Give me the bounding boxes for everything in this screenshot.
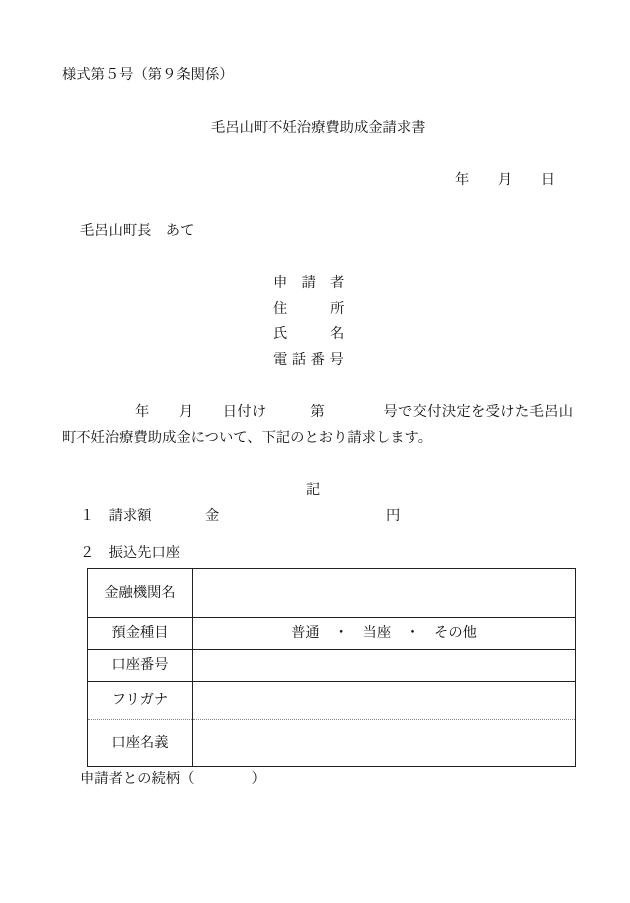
claim-amount-label: １ 請求額 (80, 508, 152, 524)
applicant-name-label: 氏 名 (273, 326, 345, 342)
account-holder-label: 口座名義 (88, 720, 193, 767)
account-holder-field (193, 720, 576, 767)
furigana-label: フリガナ (88, 682, 193, 720)
document-title: 毛呂山町不妊治療費助成金請求書 (211, 120, 426, 136)
date-line: 年 月 日 (455, 172, 556, 188)
relationship-to-applicant: 申請者との続柄（ ） (80, 771, 266, 787)
bank-name-field (193, 569, 576, 618)
addressee: 毛呂山町長 あて (80, 223, 195, 239)
table-row (88, 618, 576, 650)
applicant-heading: 申 請 者 (273, 275, 345, 291)
table-row (88, 720, 576, 767)
applicant-address-label: 住 所 (273, 301, 345, 317)
form-number: 様式第５号（第９条関係） (62, 67, 234, 83)
bank-account-heading: ２ 振込先口座 (80, 545, 181, 561)
table-row (88, 650, 576, 682)
account-number-field (193, 650, 576, 682)
record-heading: 記 (306, 482, 321, 498)
claim-amount-prefix: 金 (205, 508, 220, 524)
furigana-field (193, 682, 576, 720)
account-type-options: 普通 ・ 当座 ・ その他 (193, 618, 576, 650)
account-type-label: 預金種目 (88, 618, 193, 650)
bank-account-table (87, 568, 576, 767)
claim-amount-unit: 円 (386, 508, 401, 524)
table-row (88, 682, 576, 720)
bank-name-label: 金融機関名 (88, 569, 193, 618)
request-body-text: 年 月 日付け 第 号で交付決定を受けた毛呂山町不妊治療費助成金について、下記のとおり請求します。 (62, 404, 573, 446)
table-row (88, 569, 576, 618)
applicant-phone-label: 電 話 番 号 (273, 352, 344, 368)
account-number-label: 口座番号 (88, 650, 193, 682)
